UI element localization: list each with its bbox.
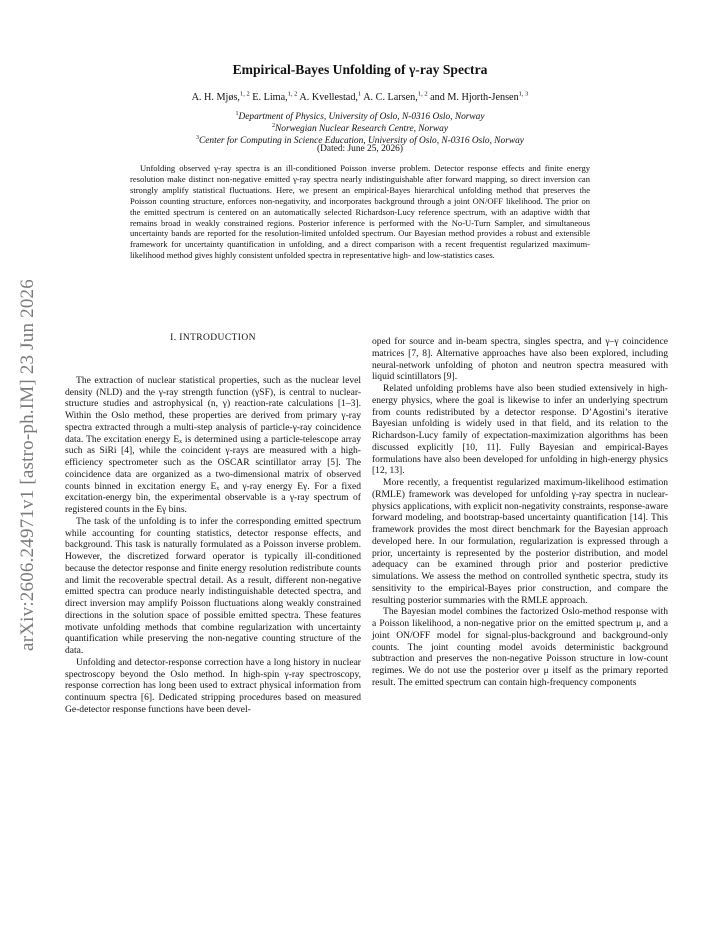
right-column bbox=[372, 336, 668, 689]
left-column bbox=[65, 333, 361, 716]
paragraph: Related unfolding problems have also been studied extensively in high-energy physics, where the goal is likewise to infer an underlying spectrum from counts redistributed by a detector response. D’Agostini’s iterative Bayesian unfolding is widely used in that field, and its relation to the Richardson-Lucy family of expectation-maximization algorithms has been discussed explicitly [10, 11]. Fully Bayesian and empirical-Bayes formulations have also been developed for unfolding in high-energy physics [12, 13]. bbox=[372, 383, 668, 477]
section-heading: I. INTRODUCTION bbox=[170, 333, 256, 343]
paragraph: The Bayesian model combines the factorized Oslo-method response with a Poisson likelihood, a non-negative prior on the emitted spectrum μ, and a joint ON/OFF model for signal-plus-background and background-only counts. The joint counting model avoids deterministic background subtraction and preserves the non-negative Poisson structure in low-count regimes. We do not use the posterior over μ itself as the primary reported result. The emitted spectrum can contain high-frequency components bbox=[372, 606, 668, 688]
paragraph: Unfolding and detector-response correction have a long history in nuclear spectroscopy beyond the Oslo method. In high-spin γ-ray spectroscopy, response correction has long been used to extract physical information from continuum spectra [6]. Dedicated stripping procedures based on measured Ge-detector response functions have been devel- bbox=[65, 656, 361, 715]
affiliation: $^2$Norwegian Nuclear Research Centre, Norway bbox=[272, 123, 448, 135]
paragraph: More recently, a frequentist regularized maximum-likelihood estimation (RMLE) framework was developed for unfolding γ-ray spectra in nuclear-physics applications, with explicit non-negativity constraints, response-aware forward modeling, and bootstrap-based uncertainty quantification [14]. This framework provides the most direct benchmark for the Bayesian approach developed here. In our formulation, regularization is expressed through a prior, uncertainty is represented by the posterior distribution, and model adequacy can be examined through prior and posterior predictive simulations. We assess the method on controlled synthetic spectra, study its sensitivity to the empirical-Bayes prior construction, and compare the resulting posterior summaries with the RMLE approach. bbox=[372, 477, 668, 606]
author: A. Kvellestad,$^1$ bbox=[299, 91, 362, 104]
paragraph: The task of the unfolding is to infer the corresponding emitted spectrum while accounting for counting statistics, detector response effects, and background. This task is naturally formulated as a Poisson inverse problem. However, the discretized forward operator is typically ill-conditioned because the detector response and finite energy resolution redistribute counts and limit the recoverable spectral detail. As a result, different non-negative emitted spectra can produce nearly indistinguishable detected spectra, and direct inversion may amplify Poisson fluctuations along weakly constrained directions in the solution space of possible emitted spectra. These features motivate unfolding methods that combine regularization with uncertainty quantification while preserving the non-negative counting structure of the data. bbox=[65, 515, 361, 656]
paragraph: The extraction of nuclear statistical properties, such as the nuclear level density (NLD) and the γ-ray strength function (γSF), is central to nuclear-structure studies and astrophysical (n, γ) reaction-rate calculations [1–3]. Within the Oslo method, these properties are derived from primary γ-ray spectra extracted through a multi-step analysis of particle-γ-ray coincidence data. The excitation energy Eₓ is determined using a particle-telescope array such as SiRi [4], while the coincident γ-rays are measured with a high-efficiency spectrometer such as the OSCAR scintillator array [5]. The coincidence data are organized as a two-dimensional matrix of observed counts binned in excitation energy Eₓ and γ-ray energy Eγ. For a fixed excitation-energy bin, the experimental observable is a γ-ray spectrum of registered counts in the Eγ bins. bbox=[65, 374, 361, 515]
author: A. H. Mjøs,$^{1, 2}$ bbox=[191, 91, 250, 104]
paper-title: Empirical-Bayes Unfolding of γ-ray Spectra bbox=[232, 62, 488, 77]
author: A. C. Larsen,$^{1, 2}$ bbox=[363, 91, 428, 104]
arxiv-side-stamp bbox=[8, 245, 48, 685]
affiliation: $^3$Center for Computing in Science Education, University of Oslo, N-0316 Oslo, Norway bbox=[196, 135, 524, 147]
author: E. Lima,$^{1, 2}$ bbox=[252, 91, 298, 104]
author: and M. Hjorth-Jensen$^{1, 3}$ bbox=[430, 91, 529, 104]
paragraph: oped for source and in-beam spectra, singles spectra, and γ–γ coincidence matrices [7, 8]. Alternative approaches have also been explored, including neural-network unfolding of photon and neutron spectra measured with liquid scintillators [9]. bbox=[372, 336, 668, 383]
arxiv-identifier: arXiv:2606.24971v1 [astro-ph.IM] 23 Jun 2026 bbox=[17, 279, 38, 651]
author-list bbox=[80, 91, 640, 103]
dated-line: (Dated: June 25, 2026) bbox=[317, 144, 403, 154]
affiliation: $^1$Department of Physics, University of Oslo, N-0316 Oslo, Norway bbox=[235, 111, 485, 123]
abstract: Unfolding observed γ-ray spectra is an ill-conditioned Poisson inverse problem. Detector response effects and finite energy resolution make distinct non-negative emitted γ-ray spectra nearly indistinguishable after forward mapping, so direct inversion can strongly amplify statistical fluctuations. Here, we present an empirical-Bayes hierarchical unfolding method that preserves the Poisson counting structure, enforces non-negativity, and incorporates background through a joint ON/OFF likelihood. The prior on the emitted spectrum is centered on an automatically selected Richardson-Lucy reference spectrum, with an adaptive width that remains broad in weakly constrained regions. Posterior inference is performed with the No-U-Turn Sampler, and simultaneous uncertainty bands are reported for the resolution-limited unfolded spectrum. Our Bayesian method provides a robust and extensible framework for uncertainty quantification in unfolding, and a direct comparison with a recent frequentist regularized maximum-likelihood method gives highly consistent unfolded spectra in representative high- and low-statistics cases. bbox=[130, 163, 590, 261]
